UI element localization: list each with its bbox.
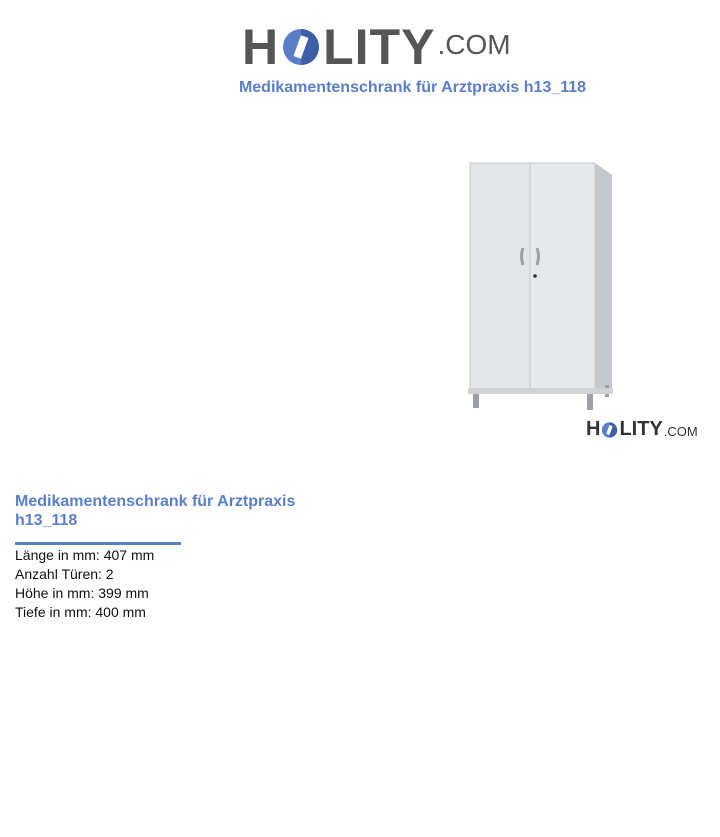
image-watermark-logo [586, 418, 698, 441]
title-divider [15, 542, 181, 545]
logo-o-icon [281, 26, 321, 68]
logo-text-left: H [242, 19, 280, 75]
watermark-text-right: LITY [619, 418, 663, 440]
spec-depth: Tiefe in mm: 400 mm [15, 604, 146, 620]
product-image[interactable] [355, 130, 720, 460]
logo-suffix: .COM [437, 29, 511, 60]
page-title: Medikamentenschrank für Arztpraxis h13_118 [238, 79, 587, 96]
watermark-suffix: .COM [663, 424, 698, 439]
watermark-text-left: H [586, 418, 601, 440]
spec-height: Höhe in mm: 399 mm [15, 585, 149, 601]
spec-doors: Anzahl Türen: 2 [15, 566, 114, 582]
product-title: Medikamentenschrank für Arztpraxis h13_118 [15, 493, 296, 529]
watermark-o-icon [601, 421, 618, 439]
product-specs [15, 546, 154, 622]
spec-length: Länge in mm: 407 mm [15, 547, 155, 563]
site-logo[interactable] [242, 12, 511, 75]
logo-text-right: LITY [323, 19, 436, 75]
